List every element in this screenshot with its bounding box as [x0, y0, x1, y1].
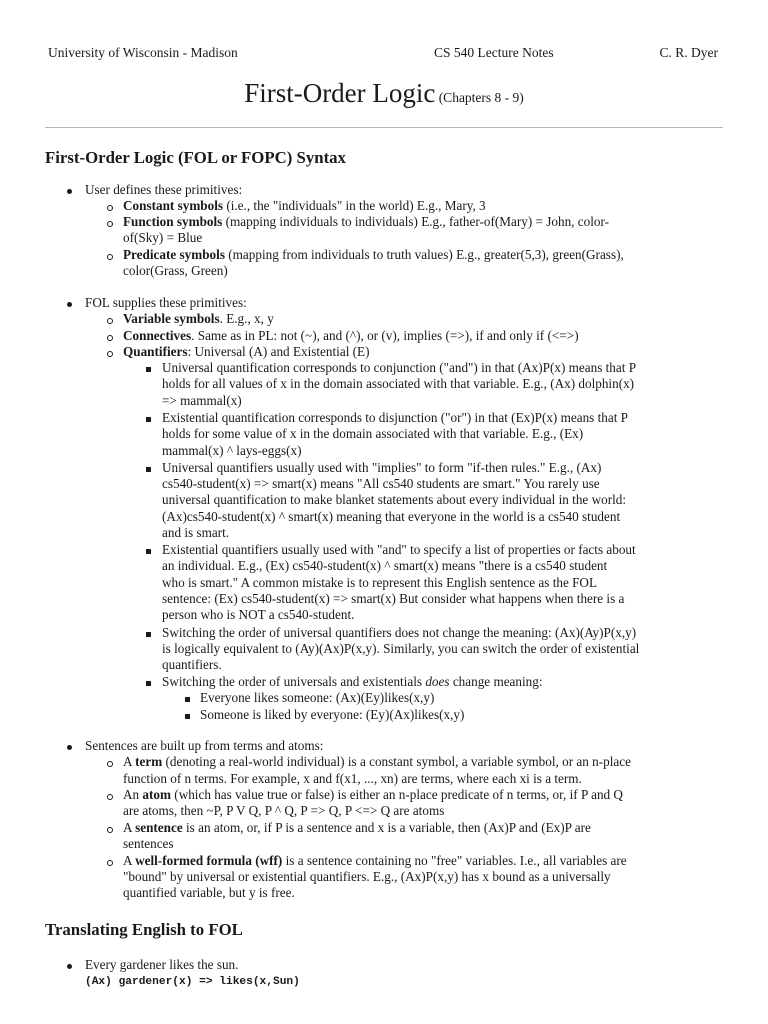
- list-item: Someone is liked by everyone: (Ey)(Ax)likes(x,y): [200, 707, 465, 722]
- bullet-icon: [146, 367, 151, 372]
- list-item-continuation: are atoms, then ~P, P V Q, P ^ Q, P => Q, P <=> Q are atoms: [123, 803, 445, 818]
- list-item: Sentences are built up from terms and atoms:: [85, 738, 324, 753]
- list-item: Universal quantification corresponds to conjunction ("and") in that (Ax)P(x) means that P: [162, 360, 637, 375]
- list-item: Existential quantification corresponds to disjunction ("or") in that (Ex)P(x) means that P: [162, 410, 629, 425]
- header-course: CS 540 Lecture Notes: [434, 45, 554, 60]
- bullet-icon: [107, 794, 113, 800]
- page-title: [0, 78, 768, 109]
- list-item-continuation: person who is NOT a cs540-student.: [162, 607, 355, 622]
- bullet-icon: [67, 964, 72, 969]
- list-item: Switching the order of universals and existentials does change meaning:: [162, 674, 543, 689]
- list-item-continuation: (Ax)cs540-student(x) ^ smart(x) meaning that everyone in the world is a cs540 student: [162, 509, 621, 524]
- list-item-continuation: and is smart.: [162, 525, 230, 540]
- page-header: [48, 45, 720, 63]
- list-item-continuation: mammal(x) ^ lays-eggs(x): [162, 443, 302, 458]
- fol-example: (Ax) gardener(x) => likes(x,Sun): [85, 976, 300, 988]
- bullet-icon: [146, 549, 151, 554]
- list-item: Existential quantifiers usually used with "and" to specify a list of properties or facts about: [162, 542, 636, 557]
- list-item: User defines these primitives:: [85, 182, 243, 197]
- list-item-continuation: function of n terms. For example, x and f(x1, ..., xn) are terms, where each xi is a term.: [123, 771, 582, 786]
- list-item-continuation: quantified variable, but y is free.: [123, 885, 295, 900]
- list-item: Every gardener likes the sun.: [85, 957, 239, 972]
- bullet-icon: [67, 302, 72, 307]
- bullet-icon: [146, 467, 151, 472]
- list-item: Everyone likes someone: (Ax)(Ey)likes(x,y): [200, 690, 435, 705]
- list-item-continuation: color(Grass, Green): [123, 263, 228, 278]
- bullet-icon: [107, 761, 113, 767]
- bullet-icon: [67, 189, 72, 194]
- bullet-icon: [67, 745, 72, 750]
- list-item: FOL supplies these primitives:: [85, 295, 247, 310]
- list-item: Universal quantifiers usually used with "implies" to form "if-then rules." E.g., (Ax): [162, 460, 602, 475]
- bullet-icon: [107, 827, 113, 833]
- list-item-continuation: holds for all values of x in the domain associated with that variable. E.g., (Ax) dolphin(x): [162, 376, 635, 391]
- bullet-icon: [107, 205, 113, 211]
- bullet-icon: [107, 254, 113, 260]
- list-item: Variable symbols. E.g., x, y: [123, 311, 274, 326]
- bullet-icon: [107, 221, 113, 227]
- list-item-continuation: of(Sky) = Blue: [123, 230, 203, 245]
- list-item-continuation: sentences: [123, 836, 174, 851]
- list-item-continuation: holds for some value of x in the domain associated with that variable. E.g., (Ex): [162, 426, 584, 441]
- list-item: A sentence is an atom, or, if P is a sentence and x is a variable, then (Ax)P and (Ex)P are: [123, 820, 591, 835]
- bullet-icon: [185, 714, 190, 719]
- bullet-icon: [107, 335, 113, 341]
- list-item-continuation: is logically equivalent to (Ay)(Ax)P(x,y). Similarly, you can switch the order of existential: [162, 641, 640, 656]
- bullet-icon: [107, 351, 113, 357]
- bullet-icon: [146, 681, 151, 686]
- list-item-continuation: universal quantification to make blanket statements about every individual in the world:: [162, 492, 627, 507]
- list-item: Function symbols (mapping individuals to individuals) E.g., father-of(Mary) = John, color-: [123, 214, 609, 229]
- list-item: A term (denoting a real-world individual) is a constant symbol, a variable symbol, or an n-place: [123, 754, 631, 769]
- bullet-icon: [107, 318, 113, 324]
- title-sub: (Chapters 8 - 9): [438, 90, 524, 105]
- bullet-icon: [185, 697, 190, 702]
- header-author: C. R. Dyer: [659, 45, 718, 60]
- title-main: First-Order Logic: [244, 78, 436, 108]
- header-university: University of Wisconsin - Madison: [48, 45, 238, 60]
- list-item-continuation: quantifiers.: [162, 657, 222, 672]
- list-item: A well-formed formula (wff) is a sentence containing no "free" variables. I.e., all variables are: [123, 853, 627, 868]
- list-item-continuation: "bound" by universal or existential quantifiers. E.g., (Ax)P(x,y) has x bound as a universally: [123, 869, 611, 884]
- section-heading-syntax: First-Order Logic (FOL or FOPC) Syntax: [45, 148, 346, 167]
- list-item: Predicate symbols (mapping from individuals to truth values) E.g., greater(5,3), green(Grass),: [123, 247, 624, 262]
- list-item-continuation: => mammal(x): [162, 393, 242, 408]
- bullet-icon: [146, 417, 151, 422]
- list-item-continuation: cs540-student(x) => smart(x) means "All cs540 students are smart." You rarely use: [162, 476, 600, 491]
- list-item-continuation: who is smart." A common mistake is to represent this English sentence as the FOL: [162, 575, 598, 590]
- list-item-continuation: an individual. E.g., (Ex) cs540-student(x) ^ smart(x) means "there is a cs540 student: [162, 558, 608, 573]
- list-item: Quantifiers: Universal (A) and Existential (E): [123, 344, 370, 359]
- section-heading-translating: Translating English to FOL: [45, 920, 243, 939]
- bullet-icon: [146, 632, 151, 637]
- list-item: Switching the order of universal quantifiers does not change the meaning: (Ax)(Ay)P(x,y): [162, 625, 637, 640]
- list-item-continuation: sentence: (Ex) cs540-student(x) => smart(x) But consider what happens when there is a: [162, 591, 625, 606]
- bullet-icon: [107, 860, 113, 866]
- title-divider: [45, 127, 723, 128]
- list-item: An atom (which has value true or false) is either an n-place predicate of n terms, or, if P and Q: [123, 787, 623, 802]
- list-item: Constant symbols (i.e., the "individuals" in the world) E.g., Mary, 3: [123, 198, 486, 213]
- list-item: Connectives. Same as in PL: not (~), and (^), or (v), implies (=>), if and only if (<=>): [123, 328, 579, 343]
